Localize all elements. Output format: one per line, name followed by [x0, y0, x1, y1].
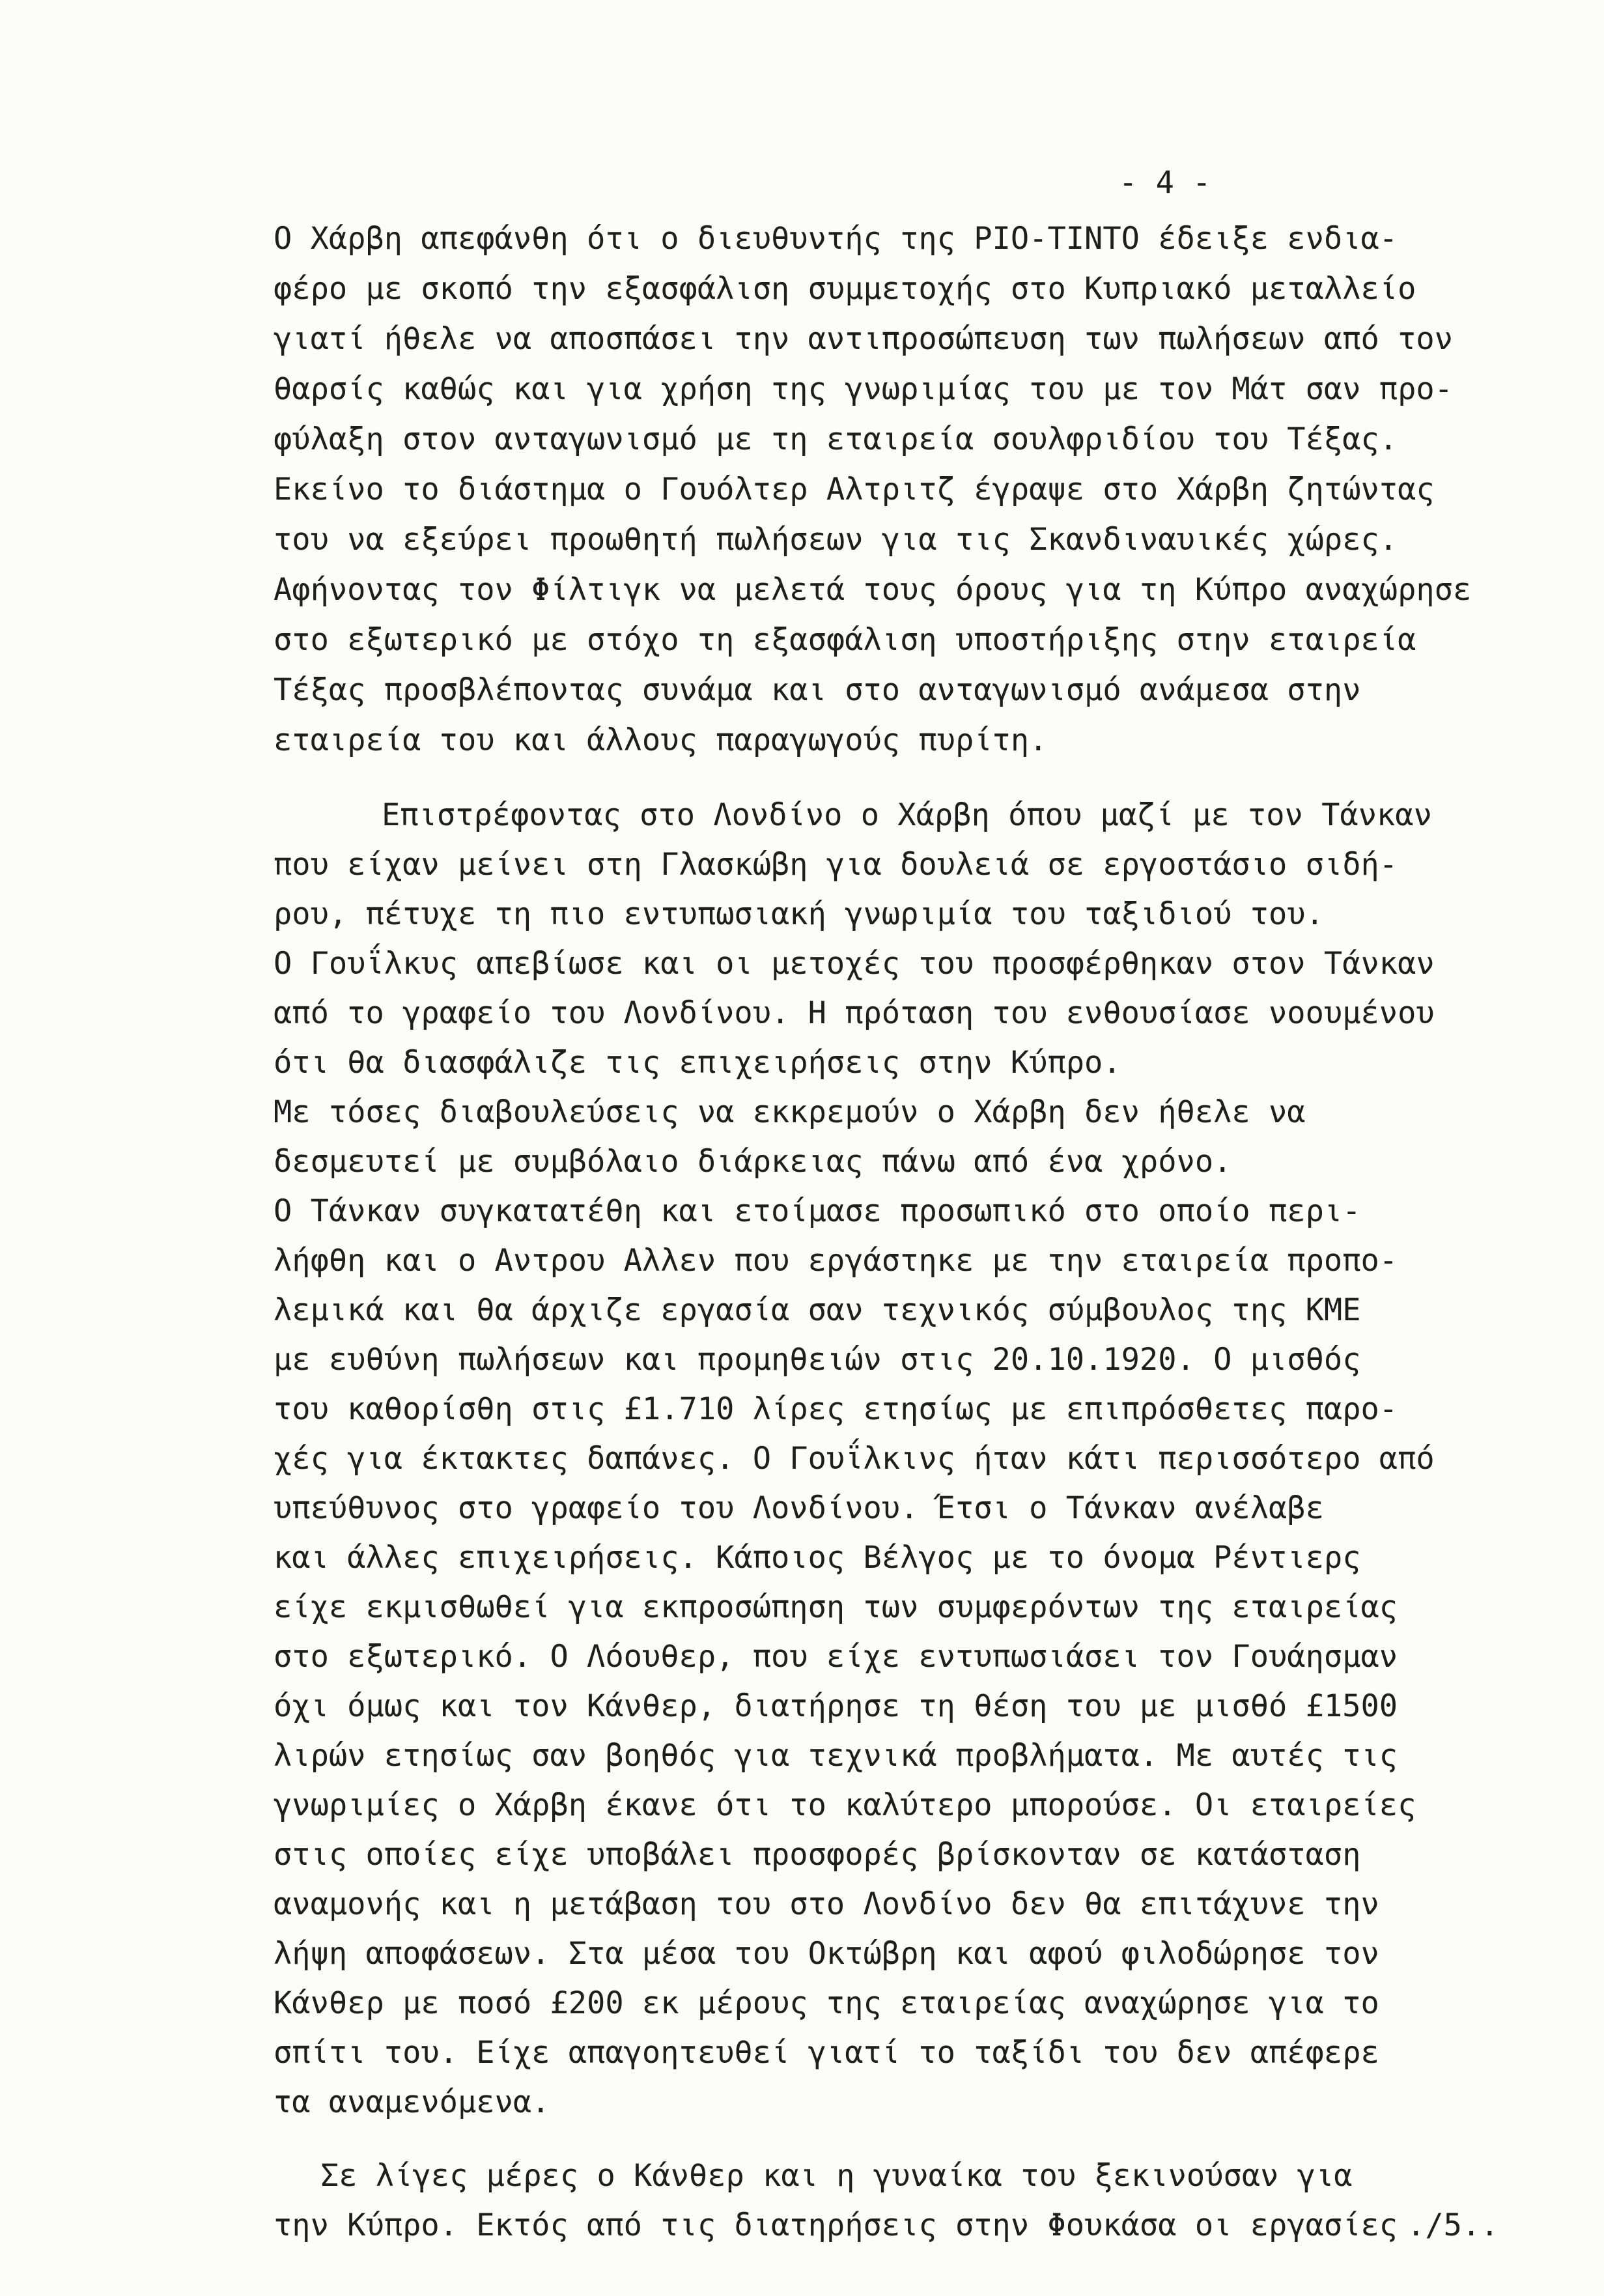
text-line: γιατί ήθελε να αποσπάσει την αντιπροσώπευση των πωλήσεων από τον: [274, 321, 1453, 357]
text-line: όχι όμως και τον Κάνθερ, διατήρησε τη θέση του με μισθό £1500: [274, 1688, 1398, 1724]
text-line: και άλλες επιχειρήσεις. Κάποιος Βέλγος με το όνομα Ρέντιερς: [274, 1540, 1361, 1576]
paragraph-2: [274, 791, 1569, 2127]
text-line: λεμικά και θα άρχιζε εργασία σαν τεχνικός σύμβουλος της ΚΜΕ: [274, 1292, 1361, 1328]
text-line: λιρών ετησίως σαν βοηθός για τεχνικά προβλήματα. Με αυτές τις: [274, 1738, 1398, 1774]
text-line-content: την Κύπρο. Εκτός από τις διατηρήσεις στην Φουκάσα οι εργασίες: [274, 2207, 1398, 2243]
text-line: στο εξωτερικό με στόχο τη εξασφάλιση υποστήριξης στην εταιρεία: [274, 622, 1416, 658]
text-line: αναμονής και η μετάβαση του στο Λονδίνο δεν θα επιτάχυνε την: [274, 1886, 1379, 1922]
text-line: με ευθύνη πωλήσεων και προμηθειών στις 20.10.1920. Ο μισθός: [274, 1342, 1361, 1378]
page-number: - 4 -: [1119, 165, 1211, 201]
text-line: Κάνθερ με ποσό £200 εκ μέρους της εταιρείας αναχώρησε για το: [274, 1985, 1379, 2021]
text-line: στο εξωτερικό. Ο Λόουθερ, που είχε εντυπωσιάσει τον Γουάησμαν: [274, 1639, 1398, 1675]
text-line: του καθορίσθη στις £1.710 λίρες ετησίως με επιπρόσθετες παρο-: [274, 1391, 1398, 1427]
text-line: Ο Γουΐλκυς απεβίωσε και οι μετοχές του προσφέρθηκαν στον Τάνκαν: [274, 946, 1435, 982]
text-line: εταιρεία του και άλλους παραγωγούς πυρίτη.: [274, 722, 1048, 758]
text-line: δεσμευτεί με συμβόλαιο διάρκειας πάνω από ένα χρόνο.: [274, 1144, 1232, 1180]
text-line: ρου, πέτυχε τη πιο εντυπωσιακή γνωριμία του ταξιδιού του.: [274, 896, 1324, 932]
text-line: από το γραφείο του Λονδίνου. Η πρόταση του ενθουσίασε νοουμένου: [274, 995, 1435, 1031]
text-line: που είχαν μείνει στη Γλασκώβη για δουλειά σε εργοστάσιο σιδή-: [274, 847, 1398, 883]
text-line: λήφθη και ο Αντρου Αλλεν που εργάστηκε με την εταιρεία προπο-: [274, 1243, 1398, 1279]
text-line: λήψη αποφάσεων. Στα μέσα του Οκτώβρη και αφού φιλοδώρησε τον: [274, 1936, 1379, 1972]
text-line: Σε λίγες μέρες ο Κάνθερ και η γυναίκα του ξεκινούσαν για: [320, 2158, 1353, 2194]
text-line: γνωριμίες ο Χάρβη έκανε ότι το καλύτερο μπορούσε. Οι εταιρείες: [274, 1787, 1416, 1823]
paragraph-3: [274, 2151, 1569, 2250]
text-line: στις οποίες είχε υποβάλει προσφορές βρίσκονταν σε κατάσταση: [274, 1837, 1361, 1873]
text-line: Αφήνοντας τον Φίλτιγκ να μελετά τους όρους για τη Κύπρο αναχώρησε: [274, 572, 1472, 608]
text-line: Τέξας προσβλέποντας συνάμα και στο ανταγωνισμό ανάμεσα στην: [274, 672, 1361, 708]
text-line: Εκείνο το διάστημα ο Γουόλτερ Αλτριτζ έγραψε στο Χάρβη ζητώντας: [274, 472, 1435, 507]
text-line: Ο Χάρβη απεφάνθη ότι ο διευθυντής της PIO-TINTO έδειξε ενδια-: [274, 221, 1398, 257]
document-body: [274, 214, 1569, 2250]
text-line: Επιστρέφοντας στο Λονδίνο ο Χάρβη όπου μαζί με τον Τάνκαν: [382, 797, 1432, 833]
text-line-last: [274, 2201, 1569, 2250]
text-line: φέρο με σκοπό την εξασφάλιση συμμετοχής στο Κυπριακό μεταλλείο: [274, 271, 1416, 307]
text-line: τα αναμενόμενα.: [274, 2084, 550, 2120]
continuation-marker: ./5..: [1407, 2207, 1499, 2243]
text-line: είχε εκμισθωθεί για εκπροσώπηση των συμφερόντων της εταιρείας: [274, 1589, 1398, 1625]
text-line: Ο Τάνκαν συγκατατέθη και ετοίμασε προσωπικό στο οποίο περι-: [274, 1193, 1361, 1229]
text-line: του να εξεύρει προωθητή πωλήσεων για τις Σκανδιναυικές χώρες.: [274, 522, 1398, 558]
text-line: σπίτι του. Είχε απαγοητευθεί γιατί το ταξίδι του δεν απέφερε: [274, 2035, 1379, 2071]
text-line: θαρσίς καθώς και για χρήση της γνωριμίας του με τον Μάτ σαν προ-: [274, 371, 1453, 407]
text-line: ότι θα διασφάλιζε τις επιχειρήσεις στην Κύπρο.: [274, 1045, 1121, 1081]
text-line: χές για έκτακτες δαπάνες. Ο Γουΐλκινς ήταν κάτι περισσότερο από: [274, 1441, 1435, 1477]
paragraph-1: [274, 214, 1569, 765]
text-line: υπεύθυνος στο γραφείο του Λονδίνου. Έτσι ο Τάνκαν ανέλαβε: [274, 1490, 1324, 1526]
text-line: Με τόσες διαβουλεύσεις να εκκρεμούν ο Χάρβη δεν ήθελε να: [274, 1094, 1306, 1130]
text-line: φύλαξη στον ανταγωνισμό με τη εταιρεία σουλφριδίου του Τέξας.: [274, 421, 1398, 457]
